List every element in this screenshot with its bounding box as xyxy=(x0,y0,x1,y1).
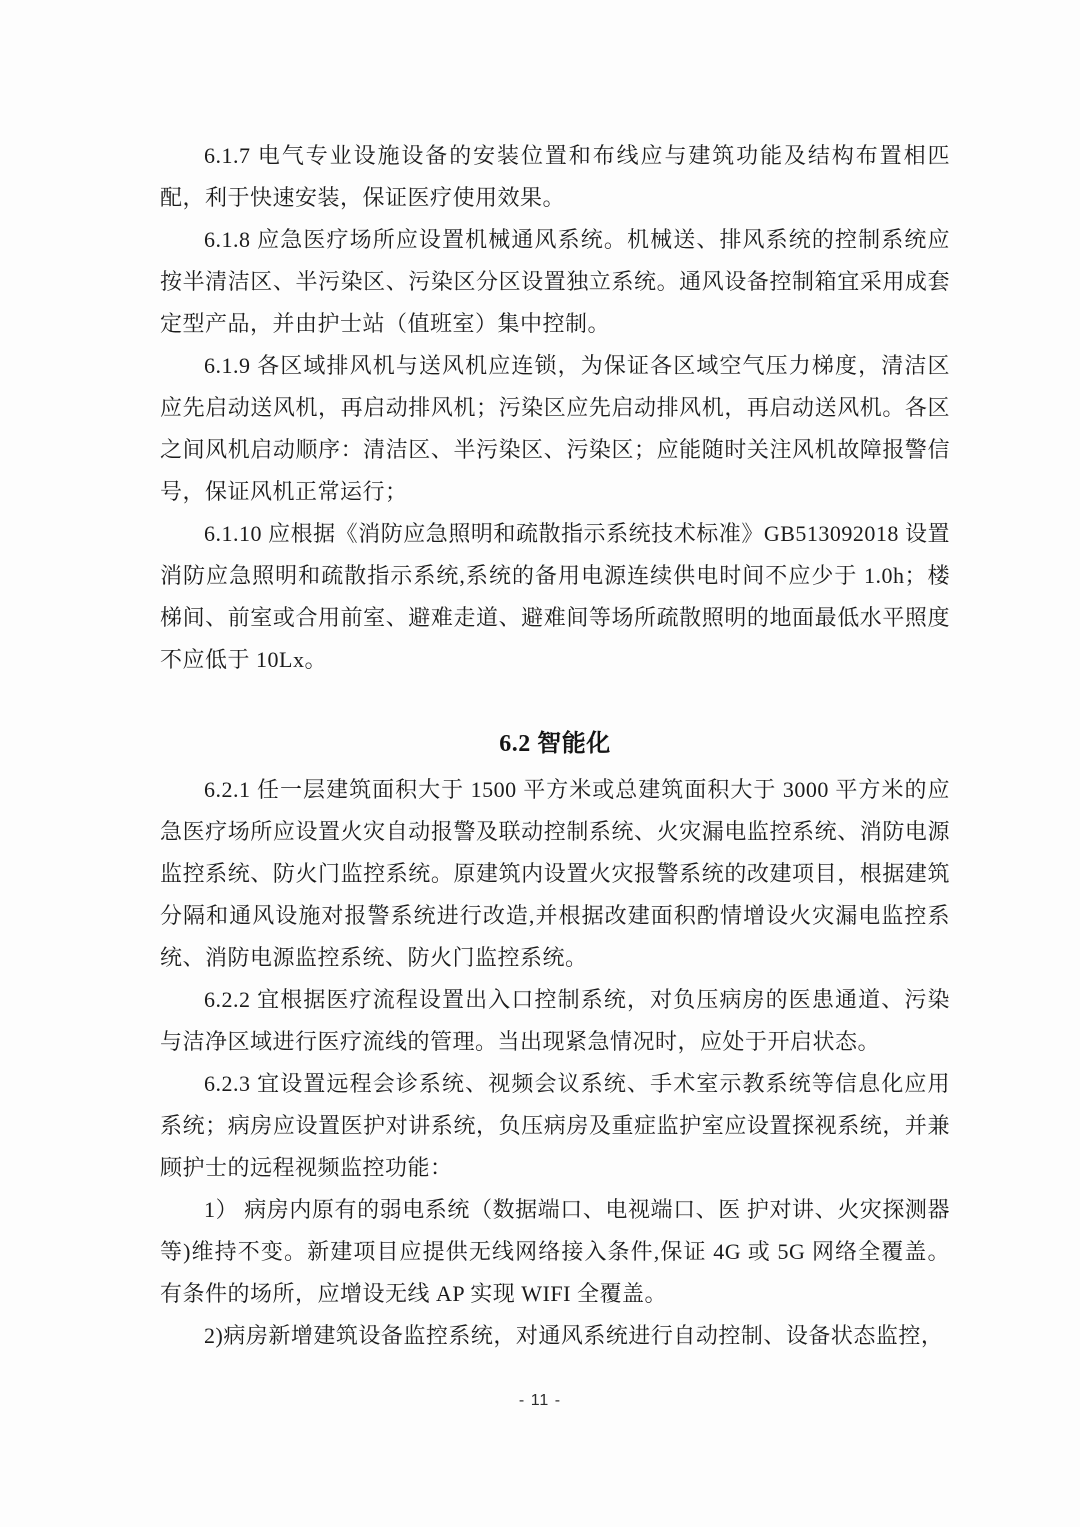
paragraph-6-2-3: 6.2.3 宜设置远程会诊系统、视频会议系统、手术室示教系统等信息化应用系统；病房应设置医护对讲系统，负压病房及重症监护室应设置探视系统，并兼顾护士的远程视频监控功能： xyxy=(160,1071,950,1180)
section-heading-6-2: 6.2 智能化 xyxy=(499,731,611,757)
page-number: - 11 - xyxy=(518,1392,562,1409)
paragraph-6-2-2: 6.2.2 宜根据医疗流程设置出入口控制系统，对负压病房的医患通道、污染与洁净区域进行医疗流线的管理。当出现紧急情况时，应处于开启状态。 xyxy=(160,987,950,1054)
paragraph-6-1-7: 6.1.7 电气专业设施设备的安装位置和布线应与建筑功能及结构布置相匹配，利于快速安装，保证医疗使用效果。 xyxy=(160,143,950,210)
list-item-1: 1） 病房内原有的弱电系统（数据端口、电视端口、医 护对讲、火灾探测器等)维持不变。新建项目应提供无线网络接入条件,保证 4G 或 5G 网络全覆盖。有条件的场所，应增设无线 AP 实现 WIFI 全覆盖。 xyxy=(160,1197,950,1306)
paragraph-6-1-8: 6.1.8 应急医疗场所应设置机械通风系统。机械送、排风系统的控制系统应按半清洁区、半污染区、污染区分区设置独立系统。通风设备控制箱宜采用成套定型产品，并由护士站（值班室）集中控制。 xyxy=(160,227,950,336)
paragraph-6-1-10: 6.1.10 应根据《消防应急照明和疏散指示系统技术标准》GB513092018 设置消防应急照明和疏散指示系统,系统的备用电源连续供电时间不应少于 1.0h；楼梯间、前室或合用前室、避难走道、避难间等场所疏散照明的地面最低水平照度不应低于 10Lx。 xyxy=(160,521,950,672)
list-item-2: 2)病房新增建筑设备监控系统，对通风系统进行自动控制、设备状态监控， xyxy=(204,1323,944,1348)
paragraph-6-1-9: 6.1.9 各区域排风机与送风机应连锁，为保证各区域空气压力梯度，清洁区应先启动送风机，再启动排风机；污染区应先启动排风机，再启动送风机。各区之间风机启动顺序：清洁区、半污染区、污染区；应能随时关注风机故障报警信号，保证风机正常运行； xyxy=(160,353,950,504)
document-content xyxy=(160,135,950,1357)
paragraph-6-2-1: 6.2.1 任一层建筑面积大于 1500 平方米或总建筑面积大于 3000 平方米的应急医疗场所应设置火灾自动报警及联动控制系统、火灾漏电监控系统、消防电源监控系统、防火门监控系统。原建筑内设置火灾报警系统的改建项目，根据建筑分隔和通风设施对报警系统进行改造,并根据改建面积酌情增设火灾漏电监控系统、消防电源监控系统、防火门监控系统。 xyxy=(160,777,950,970)
